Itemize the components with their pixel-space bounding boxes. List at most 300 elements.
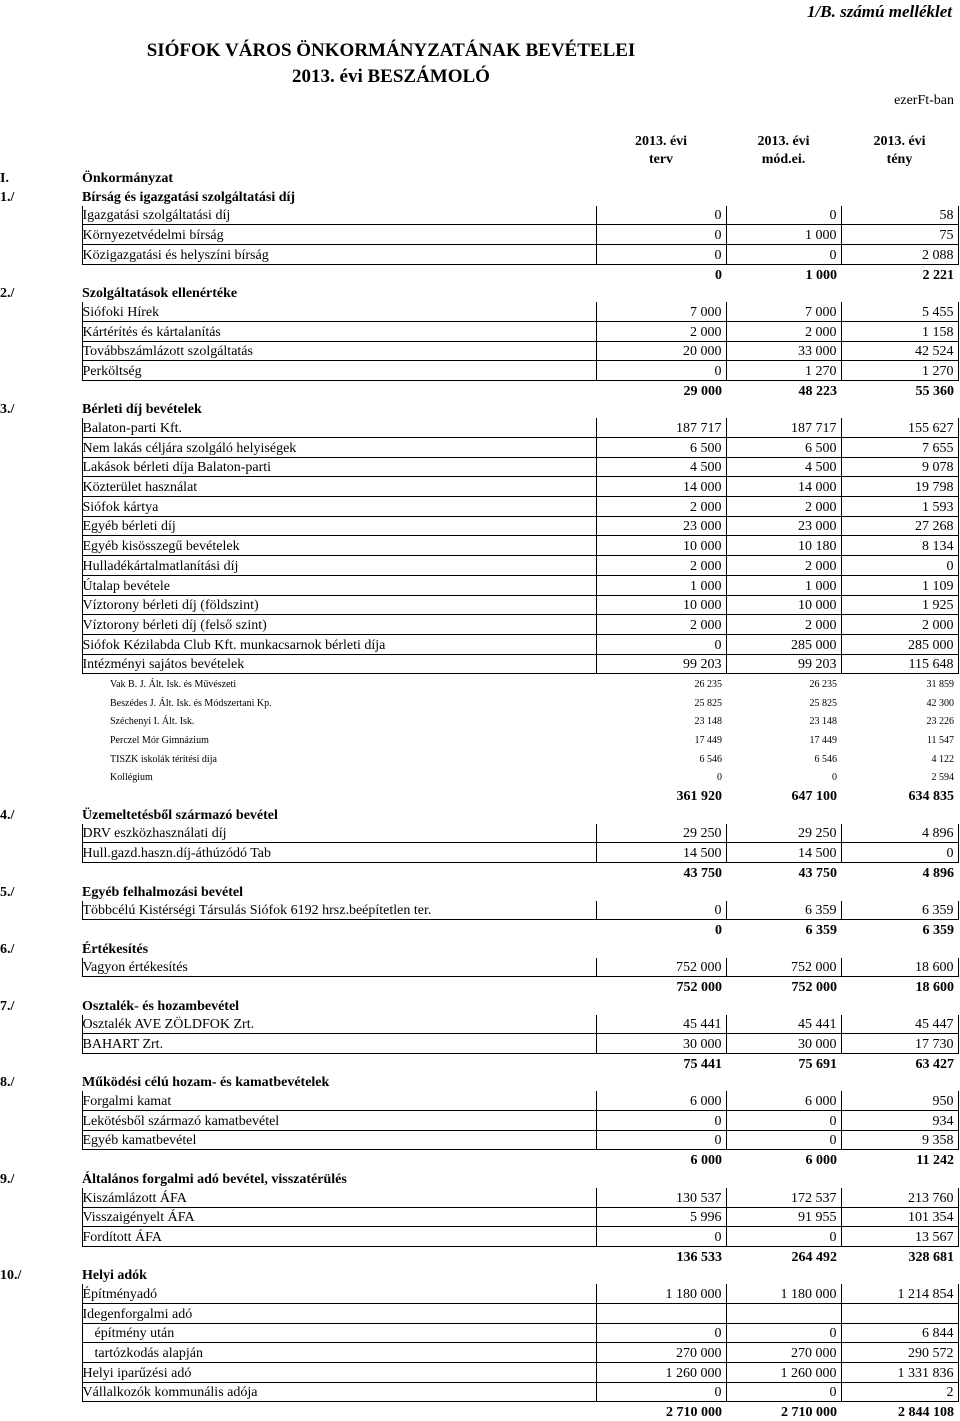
modified-value: 30 000 [726, 1034, 841, 1054]
table-row [0, 341, 958, 361]
empty-cell [0, 245, 82, 265]
table-row [0, 302, 958, 321]
row-label: Siófok kártya [82, 497, 596, 517]
actual-value: 18 600 [841, 958, 958, 977]
plan-value: 0 [715, 267, 722, 283]
row-label: Perköltség [82, 361, 596, 381]
empty-cell [0, 477, 82, 497]
subtotal-row [0, 380, 958, 399]
row-label: Útalap bevétele [82, 575, 596, 595]
section-title: Értékesítés [82, 941, 149, 957]
empty-cell [0, 1363, 82, 1383]
section-row [0, 1073, 958, 1092]
section-number: 6./ [0, 941, 15, 957]
plan-value: 0 [715, 922, 722, 938]
section-row [0, 805, 958, 824]
section-title: Általános forgalmi adó bevétel, visszatérülés [82, 1171, 347, 1187]
row-label: Víztorony bérleti díj (felső szint) [82, 615, 596, 635]
modified-value: 270 000 [726, 1343, 841, 1363]
plan-value: 2 710 000 [666, 1405, 722, 1421]
modified-value: 23 148 [809, 716, 837, 728]
actual-value: 0 [841, 843, 958, 863]
actual-value: 6 359 [922, 922, 954, 938]
section-row [0, 882, 958, 901]
table-row [0, 1188, 958, 1207]
modified-value: 91 955 [726, 1207, 841, 1227]
plan-value: 20 000 [596, 341, 726, 361]
modified-value: 6 000 [726, 1091, 841, 1110]
section-number: 5./ [0, 884, 15, 900]
header-row-1 [0, 131, 958, 150]
table-row [0, 634, 958, 654]
empty-cell [82, 920, 596, 939]
modified-value: 43 750 [798, 865, 837, 881]
empty-cell [0, 302, 82, 321]
empty-cell [0, 615, 82, 635]
empty-cell [0, 1015, 82, 1034]
actual-value: 634 835 [908, 789, 954, 805]
modified-value: 6 546 [814, 753, 837, 765]
row-label: Perczel Mór Gimnázium [110, 735, 209, 746]
modified-value: 1 000 [726, 225, 841, 245]
section-row [0, 400, 958, 419]
table-row [0, 1227, 958, 1247]
actual-value: 18 600 [915, 979, 954, 995]
subtotal-row [0, 786, 958, 805]
actual-value: 1 331 836 [841, 1363, 958, 1383]
table-row [0, 1284, 958, 1303]
row-label: Többcélú Kistérségi Társulás Siófok 6192 hrsz.beépítetlen ter. [82, 901, 596, 920]
modified-value: 752 000 [791, 979, 837, 995]
row-label: Széchenyi I. Ált. Isk. [110, 716, 195, 728]
table-row [0, 245, 958, 265]
row-label: Víztorony bérleti díj (földszint) [82, 595, 596, 615]
plan-value: 752 000 [676, 979, 722, 995]
actual-value: 11 242 [916, 1153, 954, 1169]
actual-value: 2 088 [841, 245, 958, 265]
actual-value: 6 844 [841, 1323, 958, 1343]
section-title: Osztalék- és hozambevétel [82, 998, 240, 1014]
plan-value: 0 [596, 361, 726, 381]
plan-value: 0 [596, 245, 726, 265]
empty-cell [0, 516, 82, 536]
empty-cell [82, 1054, 596, 1073]
actual-value: 31 859 [926, 678, 954, 690]
section-title: Szolgáltatások ellenértéke [82, 286, 238, 302]
row-label: építmény után [82, 1323, 596, 1343]
section-row [0, 168, 958, 187]
plan-value: 43 750 [683, 865, 722, 881]
actual-value: 1 158 [841, 321, 958, 341]
col-plan-subheader: terv [648, 152, 674, 168]
plan-value: 187 717 [596, 418, 726, 437]
modified-value: 1 000 [805, 267, 837, 283]
empty-cell [0, 536, 82, 556]
empty-cell [0, 1402, 82, 1421]
modified-value: 29 250 [726, 824, 841, 843]
table-row [0, 595, 958, 615]
actual-value: 1 214 854 [841, 1284, 958, 1303]
empty-cell [0, 380, 82, 399]
empty-cell [0, 341, 82, 361]
empty-cell [0, 654, 82, 674]
empty-cell [0, 674, 82, 693]
section-title: Üzemeltetésből származó bevétel [82, 807, 278, 823]
empty-cell [82, 1150, 596, 1169]
row-label: Kártérítés és kártalanítás [82, 321, 596, 341]
modified-value: 23 000 [726, 516, 841, 536]
row-label: tartózkodás alapján [82, 1343, 596, 1363]
actual-value: 2 [841, 1382, 958, 1402]
table-row [0, 556, 958, 576]
modified-value: 0 [726, 206, 841, 225]
table-row [0, 1207, 958, 1227]
modified-value: 1 180 000 [726, 1284, 841, 1303]
modified-value: 2 000 [726, 497, 841, 517]
section-number: 7./ [0, 998, 15, 1014]
actual-value: 101 354 [841, 1207, 958, 1227]
section-row [0, 187, 958, 206]
empty-cell [0, 1343, 82, 1363]
table-row [0, 206, 958, 225]
modified-value: 14 000 [726, 477, 841, 497]
modified-value: 0 [726, 1130, 841, 1150]
plan-value: 17 449 [694, 735, 722, 746]
section-row [0, 284, 958, 303]
actual-value: 6 359 [841, 901, 958, 920]
modified-value: 0 [726, 1111, 841, 1131]
empty-cell [0, 361, 82, 381]
empty-cell [0, 1284, 82, 1303]
plan-value: 14 000 [596, 477, 726, 497]
modified-value: 75 691 [798, 1056, 837, 1072]
subtotal-row [0, 1246, 958, 1265]
empty-cell [0, 920, 82, 939]
actual-value: 11 547 [926, 735, 954, 746]
plan-value: 29 250 [596, 824, 726, 843]
header-row-2 [0, 150, 958, 169]
plan-value: 0 [717, 772, 722, 784]
empty-cell [0, 1323, 82, 1343]
section-number: 9./ [0, 1171, 15, 1187]
plan-value: 2 000 [596, 497, 726, 517]
table-row [0, 958, 958, 977]
attachment-label: 1/B. számú melléklet [807, 2, 952, 21]
row-label: Siófok Kézilabda Club Kft. munkacsarnok bérleti díja [82, 634, 596, 654]
section-number: 2./ [0, 286, 15, 302]
actual-value: 2 221 [922, 267, 954, 283]
row-label: Balaton-parti Kft. [82, 418, 596, 437]
plan-value: 25 825 [694, 697, 722, 709]
plan-value: 30 000 [596, 1034, 726, 1054]
row-label: Hull.gazd.haszn.díj-áthúzódó Tab [82, 843, 596, 863]
section-title: Bérleti díj bevételek [82, 402, 202, 418]
modified-value: 264 492 [791, 1249, 837, 1265]
modified-value: 17 449 [809, 735, 837, 746]
modified-value: 2 000 [726, 321, 841, 341]
plan-value: 99 203 [596, 654, 726, 674]
row-label: Helyi iparűzési adó [82, 1363, 596, 1383]
table-row [0, 1343, 958, 1363]
plan-value: 6 000 [690, 1153, 722, 1169]
plan-value: 23 148 [694, 716, 722, 728]
row-label: Környezetvédelmi bírság [82, 225, 596, 245]
section-row [0, 1169, 958, 1188]
plan-value: 2 000 [596, 556, 726, 576]
row-label: Visszaigényelt ÁFA [82, 1207, 596, 1227]
section-row [0, 1266, 958, 1285]
row-label: Vagyon értékesítés [82, 958, 596, 977]
actual-value: 7 655 [841, 438, 958, 458]
table-row [0, 1091, 958, 1110]
empty-cell [0, 321, 82, 341]
table-row [0, 1034, 958, 1054]
empty-cell [0, 1303, 82, 1323]
modified-value: 0 [726, 1227, 841, 1247]
table-row [0, 321, 958, 341]
table-row [0, 1363, 958, 1383]
empty-cell [0, 457, 82, 477]
modified-value [726, 1303, 841, 1323]
empty-cell [82, 786, 596, 805]
actual-value: 155 627 [841, 418, 958, 437]
row-label: Közigazgatási és helyszíni bírság [82, 245, 596, 265]
plan-value: 0 [596, 1382, 726, 1402]
plan-value: 130 537 [596, 1188, 726, 1207]
sub-item-row [0, 768, 958, 787]
modified-value: 6 359 [726, 901, 841, 920]
section-title: Bírság és igazgatási szolgáltatási díj [82, 189, 296, 205]
empty-cell [0, 595, 82, 615]
sub-item-row [0, 749, 958, 768]
row-label: Beszédes J. Ált. Isk. és Módszertani Kp. [110, 697, 272, 709]
sub-item-row [0, 730, 958, 749]
empty-cell [0, 575, 82, 595]
plan-value: 7 000 [596, 302, 726, 321]
modified-value: 14 500 [726, 843, 841, 863]
table-row [0, 843, 958, 863]
actual-value: 4 122 [931, 753, 954, 765]
row-label: Fordított ÁFA [82, 1227, 596, 1247]
row-label: BAHART Zrt. [82, 1034, 596, 1054]
empty-cell [0, 206, 82, 225]
row-label: Egyéb kisösszegű bevételek [82, 536, 596, 556]
plan-value: 5 996 [596, 1207, 726, 1227]
actual-value: 934 [841, 1111, 958, 1131]
sub-item-row [0, 674, 958, 693]
section-number: 3./ [0, 402, 15, 418]
sub-item-row [0, 693, 958, 712]
table-row [0, 361, 958, 381]
actual-value: 9 358 [841, 1130, 958, 1150]
modified-value: 10 000 [726, 595, 841, 615]
row-label: Építményadó [82, 1284, 596, 1303]
plan-value: 270 000 [596, 1343, 726, 1363]
section-title: Működési célú hozam- és kamatbevételek [82, 1075, 330, 1091]
table-row [0, 901, 958, 920]
unit-label: ezerFt-ban [894, 93, 954, 108]
subtotal-row [0, 977, 958, 996]
actual-value: 27 268 [841, 516, 958, 536]
empty-cell [0, 1130, 82, 1150]
modified-value: 0 [726, 1382, 841, 1402]
modified-value: 25 825 [809, 697, 837, 709]
plan-value: 2 000 [596, 615, 726, 635]
actual-value: 4 896 [922, 865, 954, 881]
row-label: Vállalkozók kommunális adója [82, 1382, 596, 1402]
row-label: Osztalék AVE ZÖLDFOK Zrt. [82, 1015, 596, 1034]
page-title: SIÓFOK VÁROS ÖNKORMÁNYZATÁNAK BEVÉTELEI [146, 40, 636, 61]
subtotal-row [0, 1150, 958, 1169]
modified-value: 0 [726, 1323, 841, 1343]
actual-value: 290 572 [841, 1343, 958, 1363]
plan-value: 29 000 [683, 383, 722, 399]
sub-item-row [0, 712, 958, 731]
col-plan-header: 2013. évi [634, 133, 688, 149]
modified-value: 6 000 [805, 1153, 837, 1169]
plan-value: 26 235 [694, 678, 722, 690]
plan-value: 4 500 [596, 457, 726, 477]
section-number: 1./ [0, 189, 15, 205]
modified-value: 1 000 [726, 575, 841, 595]
actual-value: 63 427 [915, 1056, 954, 1072]
actual-value: 4 896 [841, 824, 958, 843]
plan-value: 6 500 [596, 438, 726, 458]
subtotal-row [0, 264, 958, 283]
plan-value: 0 [596, 1111, 726, 1131]
modified-value: 1 270 [726, 361, 841, 381]
subtotal-row [0, 863, 958, 882]
modified-value: 752 000 [726, 958, 841, 977]
section-number: 4./ [0, 807, 15, 823]
table-row [0, 497, 958, 517]
modified-value: 26 235 [809, 678, 837, 690]
table-row [0, 516, 958, 536]
empty-cell [0, 693, 82, 712]
empty-cell [0, 438, 82, 458]
modified-value: 2 000 [726, 615, 841, 635]
section-title: Helyi adók [82, 1268, 147, 1284]
row-label: Intézményi sajátos bevételek [82, 654, 596, 674]
row-label: TISZK iskolák térítési díja [110, 753, 217, 765]
actual-value: 58 [841, 206, 958, 225]
section-number: 10./ [0, 1268, 22, 1284]
empty-cell [0, 749, 82, 768]
subtotal-row [0, 920, 958, 939]
row-label: Forgalmi kamat [82, 1091, 596, 1110]
table-row [0, 615, 958, 635]
plan-value: 23 000 [596, 516, 726, 536]
table-row [0, 1111, 958, 1131]
actual-value: 115 648 [841, 654, 958, 674]
section-title: Egyéb felhalmozási bevétel [82, 884, 243, 900]
plan-value: 361 920 [676, 789, 722, 805]
row-label: Vak B. J. Ált. Isk. és Művészeti [110, 678, 237, 690]
modified-value: 172 537 [726, 1188, 841, 1207]
actual-value [841, 1303, 958, 1323]
subtotal-row [0, 1054, 958, 1073]
actual-value: 17 730 [841, 1034, 958, 1054]
plan-value: 1 260 000 [596, 1363, 726, 1383]
plan-value: 10 000 [596, 536, 726, 556]
plan-value: 0 [596, 206, 726, 225]
actual-value: 950 [841, 1091, 958, 1110]
empty-cell [0, 824, 82, 843]
modified-value: 48 223 [798, 383, 837, 399]
modified-value: 0 [726, 245, 841, 265]
plan-value: 1 180 000 [596, 1284, 726, 1303]
actual-value: 0 [841, 556, 958, 576]
plan-value: 0 [596, 1130, 726, 1150]
empty-cell [0, 556, 82, 576]
plan-value: 136 533 [676, 1249, 722, 1265]
empty-cell [0, 264, 82, 283]
modified-value: 6 359 [805, 922, 837, 938]
modified-value: 45 441 [726, 1015, 841, 1034]
actual-value: 328 681 [908, 1249, 954, 1265]
empty-cell [82, 1402, 596, 1421]
subtotal-row [0, 1402, 958, 1421]
actual-value: 285 000 [841, 634, 958, 654]
table-row [0, 575, 958, 595]
table-row [0, 225, 958, 245]
row-label: DRV eszközhasználati díj [82, 824, 596, 843]
actual-value: 2 000 [841, 615, 958, 635]
actual-value: 45 447 [841, 1015, 958, 1034]
page-subtitle: 2013. évi BESZÁMOLÓ [292, 66, 490, 87]
table-row [0, 1130, 958, 1150]
empty-cell [0, 1382, 82, 1402]
revenue-table [0, 131, 959, 1421]
empty-cell [0, 1188, 82, 1207]
empty-cell [0, 901, 82, 920]
plan-value: 0 [596, 225, 726, 245]
empty-cell [82, 977, 596, 996]
empty-cell [82, 380, 596, 399]
plan-value: 0 [596, 634, 726, 654]
empty-cell [0, 1207, 82, 1227]
modified-value: 10 180 [726, 536, 841, 556]
plan-value: 6 000 [596, 1091, 726, 1110]
empty-cell [0, 712, 82, 731]
empty-cell [0, 1034, 82, 1054]
actual-value: 1 593 [841, 497, 958, 517]
row-label: Siófoki Hírek [82, 302, 596, 321]
modified-value: 2 000 [726, 556, 841, 576]
modified-value: 1 260 000 [726, 1363, 841, 1383]
actual-value: 2 594 [931, 772, 954, 784]
col-modified-header: 2013. évi [757, 133, 810, 149]
actual-value: 5 455 [841, 302, 958, 321]
plan-value: 10 000 [596, 595, 726, 615]
row-label: Kiszámlázott ÁFA [82, 1188, 596, 1207]
actual-value: 8 134 [841, 536, 958, 556]
actual-value: 75 [841, 225, 958, 245]
col-modified-subheader: mód.ei. [761, 152, 806, 168]
plan-value: 752 000 [596, 958, 726, 977]
empty-cell [0, 1246, 82, 1265]
revenue-table-body [0, 131, 958, 1421]
row-label: Igazgatási szolgáltatási díj [82, 206, 596, 225]
empty-cell [0, 843, 82, 863]
plan-value: 75 441 [683, 1056, 722, 1072]
empty-cell [82, 863, 596, 882]
empty-cell [0, 768, 82, 787]
actual-value: 1 925 [841, 595, 958, 615]
plan-value: 0 [596, 1227, 726, 1247]
modified-value: 99 203 [726, 654, 841, 674]
modified-value: 647 100 [791, 789, 837, 805]
